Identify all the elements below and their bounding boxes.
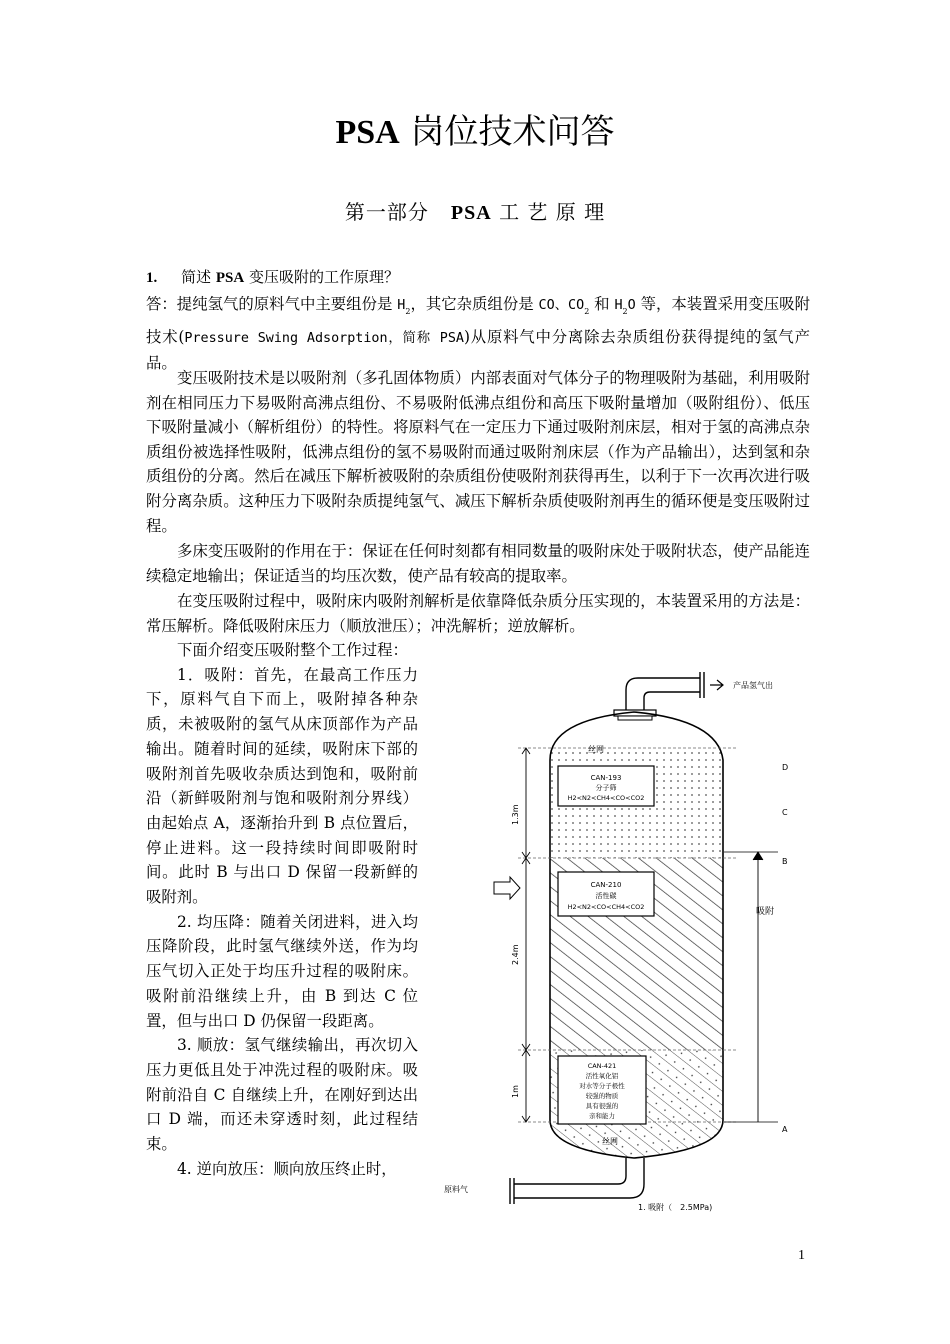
svg-text:CAN-210: CAN-210 bbox=[590, 881, 622, 889]
box-activated-carbon bbox=[558, 872, 654, 916]
svg-text:较强的物质: 较强的物质 bbox=[585, 1092, 619, 1100]
process-steps bbox=[146, 638, 418, 1181]
svg-text:对水等分子极性: 对水等分子极性 bbox=[579, 1082, 625, 1090]
point-c-label: C bbox=[782, 808, 788, 817]
box-molecular-sieve bbox=[558, 766, 654, 806]
body-paragraph: 变压吸附技术是以吸附剂（多孔固体物质）内部表面对气体分子的物理吸附为基础，利用吸附剂在相同压力下易吸附高沸点组份、不易吸附低沸点组份和高压下吸附量增加（吸附组份）、低压下吸附量减小（解析组份）的特性。将原料气在一定压力下通过吸附剂床层，相对于氢的高沸点杂质组份被选择性吸附，低沸点组份的氢不易吸附而通过吸附剂床层（作为产品输出），达到氢和杂质组份的分离。然后在减压下解析被吸附的杂质组份使吸附剂获得再生，以利于下一次再次进行吸附分离杂质。这种压力下吸附杂质提纯氢气、减压下解析杂质使吸附剂再生的循环便是变压吸附过程。 bbox=[146, 369, 810, 535]
height-dimensions bbox=[511, 748, 530, 1122]
step-adsorption: 1．吸附：首先，在最高工作压力下，原料气自下而上，吸附掉各种杂质，未被吸附的氢气从床顶部作为产品输出。随着时间的延续，吸附床下部的吸附剂首先吸收杂质达到饱和，吸附前沿（新鲜吸附剂与饱和吸附剂分界线）由起始点 A，逐渐抬升到 B 点位置后，停止进料。这一段持续时间即吸附时间。此时 B 与出口 D 保留一段新鲜的吸附剂。 bbox=[146, 665, 418, 907]
adsorb-label: 吸附 bbox=[756, 907, 775, 917]
steps-intro: 下面介绍变压吸附整个工作过程： bbox=[177, 641, 408, 659]
mesh-top-label: 丝网 bbox=[588, 745, 604, 754]
height-label: 1m bbox=[511, 1085, 520, 1098]
height-label: 2.4m bbox=[511, 944, 520, 965]
answer-paragraph: 答：提纯氢气的原料气中主要组份是 $H_2$，其它杂质组份是 CO、$CO_2$ 和 $H_2O$ 等，本装置采用变压吸附技术(Pressure Swing Adsorption，简称 PSA)从原料气中分离除去杂质组份获得提纯的氢气产品。 bbox=[146, 295, 810, 373]
product-out-label: 产品氢气出 bbox=[733, 681, 773, 690]
svg-text:具有很强的: 具有很强的 bbox=[585, 1102, 619, 1110]
page-number: 1 bbox=[798, 1248, 805, 1263]
svg-text:H2<N2<CH4<CO<CO2: H2<N2<CH4<CO<CO2 bbox=[567, 794, 645, 802]
point-a-label: A bbox=[782, 1125, 788, 1134]
svg-text:活性氧化铝: 活性氧化铝 bbox=[585, 1072, 619, 1080]
section-heading: 第一部分 PSA 工 艺 原 理 bbox=[344, 200, 606, 224]
adsorption-front-markers bbox=[724, 763, 788, 1134]
page-title: PSA 岗位技术问答 bbox=[335, 112, 615, 152]
svg-text:H2<N2<CO<CH4<CO2: H2<N2<CO<CH4<CO2 bbox=[567, 903, 645, 911]
svg-text:CAN-193: CAN-193 bbox=[590, 774, 622, 782]
mesh-bottom-label: 丝网 bbox=[602, 1137, 618, 1146]
step-pressure-equalization: 2. 均压降：随着关闭进料，进入均压降阶段，此时氢气继续外送，作为均压气切入正处于均压升过程的吸附床。吸附前沿继续上升，由 B 到达 C 位置，但与出口 D 仍保留一段距离。 bbox=[146, 912, 418, 1030]
body-paragraph: 在变压吸附过程中，吸附床内吸附剂解析是依靠降低杂质分压实现的，本装置采用的方法是：常压解析。降低吸附床压力（顺放泄压）；冲洗解析；逆放解析。 bbox=[146, 592, 810, 635]
step-countercurrent-depressurization: 4. 逆向放压：顺向放压终止时， bbox=[177, 1159, 397, 1178]
point-d-label: D bbox=[782, 763, 789, 772]
height-label: 1.3m bbox=[511, 804, 520, 825]
svg-text:分子筛: 分子筛 bbox=[595, 784, 617, 792]
figure-caption: 1. 吸附（ 2.5MPa) bbox=[638, 1203, 713, 1212]
box-alumina bbox=[558, 1056, 646, 1124]
feed-gas-label: 原料气 bbox=[444, 1185, 468, 1194]
flow-arrow-icon bbox=[494, 877, 520, 899]
step-cocurrent-depressurization: 3. 顺放：氢气继续输出，再次切入压力更低且处于冲洗过程的吸附床。吸附前沿自 C 自继续上升，在刚好到达出口 D 端，而还未穿透时刻，此过程结束。 bbox=[146, 1036, 418, 1154]
body-paragraph: 多床变压吸附的作用在于：保证在任何时刻都有相同数量的吸附床处于吸附状态，使产品能连续稳定地输出；保证适当的均压次数，使产品有较高的提取率。 bbox=[146, 542, 810, 585]
feed-inlet-pipe bbox=[510, 1158, 644, 1204]
question-heading: 1. 简述 PSA 变压吸附的工作原理？ bbox=[146, 268, 399, 286]
point-b-label: B bbox=[782, 857, 788, 866]
svg-text:亲和能力: 亲和能力 bbox=[589, 1112, 615, 1120]
adsorber-diagram bbox=[438, 660, 818, 1220]
svg-text:CAN-421: CAN-421 bbox=[587, 1062, 617, 1070]
svg-text:活性碳: 活性碳 bbox=[595, 892, 617, 900]
